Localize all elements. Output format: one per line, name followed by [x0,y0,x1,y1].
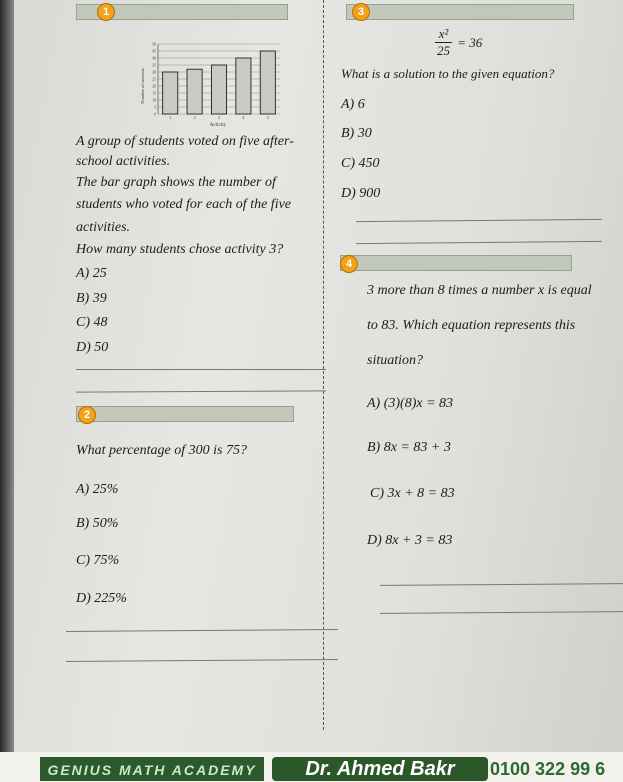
chart-bar-activity-1 [163,72,178,114]
q1-answer-line-2 [76,390,326,392]
q4-choice-a[interactable]: A) (3)(8)x = 83 [367,396,454,411]
q3-equation-numerator: x² [435,26,452,43]
q1-answer-line-1 [76,369,326,370]
q2-choice-c[interactable]: C) 75% [76,553,120,568]
q2-answer-line-1 [66,629,338,632]
q2-choice-b[interactable]: B) 50% [76,516,119,531]
q4-line-3: situation? [367,353,424,368]
q3-choice-d[interactable]: D) 900 [341,186,381,201]
q4-line-1: 3 more than 8 times a number x is equal [367,283,592,298]
q3-answer-line-2 [356,241,602,244]
q4-answer-line-2 [380,611,623,614]
question-3-header-bar [346,4,574,20]
q1-choice-a[interactable]: A) 25 [76,266,107,281]
chart-x-tick-label: 2 [193,115,196,120]
chart-y-tick-label: 40 [152,56,156,61]
chart-y-tick-label: 35 [152,63,156,68]
footer-teacher-name: Dr. Ahmed Bakr [272,757,488,781]
chart-x-tick-label: 3 [218,115,220,120]
chart-y-tick-label: 50 [152,42,156,47]
q3-question: What is a solution to the given equation? [341,66,555,81]
chart-x-tick-label: 5 [266,115,269,120]
q1-choice-c[interactable]: C) 48 [76,315,108,330]
chart-y-tick-label: 20 [152,84,156,89]
chart-y-tick-label: 15 [152,91,156,96]
question-2-number-badge: 2 [78,406,96,424]
q4-line-2: to 83. Which equation represents this [367,318,576,333]
q3-equation [435,26,482,59]
chart-bar-activity-3 [211,65,226,114]
q3-equation-denominator: 25 [437,43,450,58]
question-1-number-badge: 1 [97,3,115,21]
q2-answer-line-2 [66,659,338,662]
chart-y-tick-label: 30 [152,70,156,75]
q1-line-2: school activities. [76,154,171,169]
activity-bar-chart [138,38,288,128]
chart-x-axis-label: Activity [209,123,227,128]
q1-choice-b[interactable]: B) 39 [76,291,107,306]
q2-choice-d[interactable]: D) 225% [76,591,127,606]
q1-line-3: The bar graph shows the number of [76,175,276,190]
footer-academy-name: GENIUS MATH ACADEMY [40,757,264,781]
chart-x-tick-label: 1 [169,115,172,120]
chart-bar-activity-4 [236,58,251,114]
question-3-number-badge: 3 [352,3,370,21]
chart-y-tick-label: 5 [154,105,156,110]
q3-choice-c[interactable]: C) 450 [341,156,380,171]
question-4-number-badge: 4 [340,255,358,273]
q2-choice-a[interactable]: A) 25% [76,482,119,497]
question-2-header-bar [76,406,294,422]
q4-choice-b[interactable]: B) 8x = 83 + 3 [367,440,451,455]
q1-line-1: A group of students voted on five after- [76,134,294,149]
q3-equation-fraction [435,26,452,59]
q1-choice-d[interactable]: D) 50 [76,340,109,355]
chart-bar-activity-5 [260,51,275,114]
footer-phone-number: 0100 322 99 6 [490,759,606,779]
chart-y-tick-label: 10 [152,98,156,103]
q3-equation-rhs: = 36 [457,34,483,50]
chart-y-tick-label: 45 [152,49,156,54]
chart-y-tick-label: 25 [152,77,156,82]
q4-choice-c[interactable]: C) 3x + 8 = 83 [370,486,455,501]
chart-bar-activity-2 [187,69,202,114]
q3-choice-a[interactable]: A) 6 [341,97,365,112]
q3-choice-b[interactable]: B) 30 [341,126,372,141]
q3-answer-line-1 [356,219,602,222]
chart-y-axis-label: Number of students [140,68,145,104]
question-4-header-bar [340,255,572,271]
column-divider [323,0,324,730]
q4-choice-d[interactable]: D) 8x + 3 = 83 [367,533,453,548]
page-edge [0,0,14,782]
q4-answer-line-1 [380,583,623,586]
q1-question: How many students chose activity 3? [76,242,284,257]
q1-line-5: activities. [76,220,131,235]
chart-x-tick-label: 4 [242,115,245,120]
q2-question: What percentage of 300 is 75? [76,443,247,458]
chart-y-tick-label: 0 [154,112,156,117]
q1-line-4: students who voted for each of the five [76,197,292,212]
